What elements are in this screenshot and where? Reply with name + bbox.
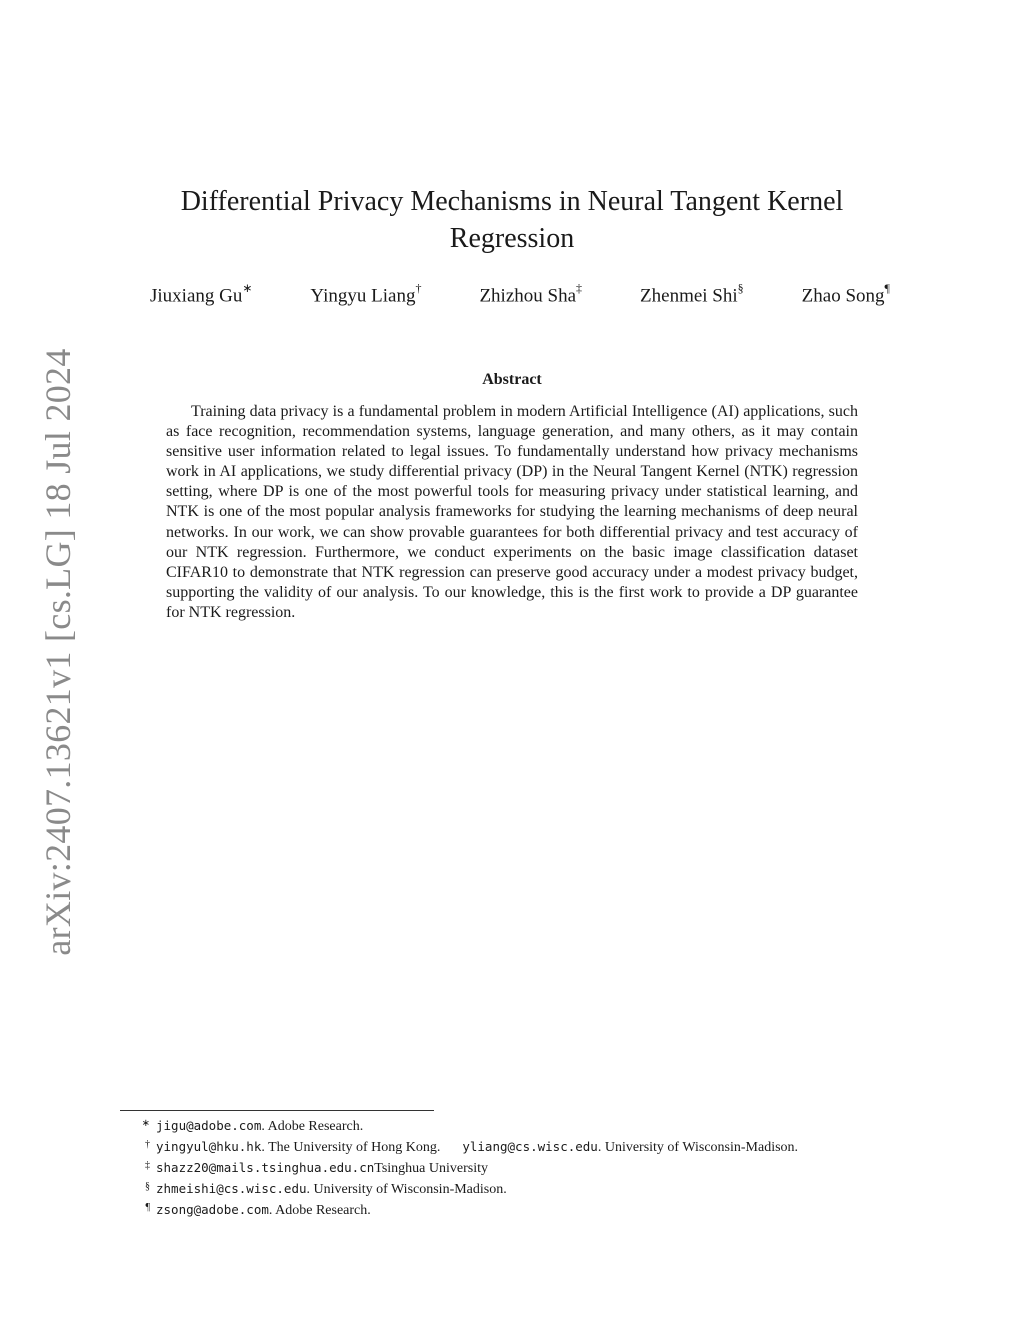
abstract-heading: Abstract — [482, 371, 542, 388]
author-footnote-mark: ‡ — [576, 281, 583, 295]
author-3 — [479, 283, 582, 307]
footnote-affiliation-secondary: . University of Wisconsin-Madison. — [597, 1140, 799, 1155]
footnote-email: zsong@adobe.com — [156, 1202, 269, 1217]
footnote-email: yingyul@hku.hk — [156, 1139, 262, 1154]
footnote-email-secondary: yliang@cs.wisc.edu — [462, 1139, 598, 1154]
author-footnote-mark: † — [415, 281, 422, 295]
footnote-divider — [120, 1110, 434, 1111]
footnote-affiliation: . Adobe Research. — [268, 1203, 371, 1218]
footnote-5 — [120, 1200, 920, 1221]
arxiv-identifier-stamp: arXiv:2407.13621v1 [cs.LG] 18 Jul 2024 — [38, 348, 78, 956]
footnote-affiliation: . The University of Hong Kong. — [261, 1140, 441, 1155]
footnote-email: jigu@adobe.com — [156, 1118, 262, 1133]
author-footnote-mark: § — [737, 281, 744, 295]
footnote-email: shazz20@mails.tsinghua.edu.cn — [156, 1160, 375, 1175]
author-name: Zhao Song — [801, 285, 885, 307]
author-5 — [802, 283, 890, 307]
author-list — [150, 283, 890, 307]
author-4 — [640, 283, 744, 307]
author-name: Zhizhou Sha — [479, 285, 577, 307]
author-name: Yingyu Liang — [310, 285, 416, 307]
author-footnote-mark: ¶ — [884, 281, 890, 295]
author-1 — [150, 283, 252, 307]
footnote-3 — [120, 1158, 920, 1179]
author-2 — [310, 283, 421, 307]
footnote-mark: † — [145, 1139, 150, 1150]
author-name: Jiuxiang Gu — [150, 285, 243, 307]
footnote-mark: ¶ — [145, 1202, 150, 1213]
footnote-4 — [120, 1179, 920, 1200]
footnote-email: zhmeishi@cs.wisc.edu — [156, 1181, 307, 1196]
abstract-body: Training data privacy is a fundamental problem in modern Artificial Intelligence (AI) applications, such as face recognition, recommendation systems, language generation, and many others, as it may contain sensitive user information related to legal issues. To fundamentally understand how privacy mechanisms work in AI applications, we study differential privacy (DP) in the Neural Tangent Kernel (NTK) regression setting, where DP is one of the most powerful tools for measuring privacy under statistical learning, and NTK is one of the most popular analysis frameworks for studying the learning mechanisms of deep neural networks. In our work, we can show provable guarantees for both differential privacy and test accuracy of our NTK regression. Furthermore, we conduct experiments on the basic image classification dataset CIFAR10 to demonstrate that NTK regression can preserve good accuracy under a modest privacy budget, supporting the validity of our analysis. To our knowledge, this is the first work to provide a DP guarantee for NTK regression. — [166, 403, 858, 621]
footnote-mark: § — [145, 1181, 150, 1192]
footnote-affiliation: Tsinghua University — [374, 1161, 488, 1176]
paper-title: Differential Privacy Mechanisms in Neural Tangent Kernel Regression — [180, 186, 844, 254]
footnote-mark: ∗ — [141, 1118, 150, 1129]
footnotes — [120, 1116, 920, 1221]
footnote-mark: ‡ — [145, 1160, 150, 1171]
footnote-1 — [120, 1116, 920, 1137]
author-name: Zhenmei Shi — [640, 285, 738, 307]
footnote-affiliation: . Adobe Research. — [261, 1119, 364, 1134]
footnote-2 — [120, 1137, 920, 1158]
author-footnote-mark: ∗ — [242, 281, 253, 295]
footnote-affiliation: . University of Wisconsin-Madison. — [306, 1182, 507, 1197]
